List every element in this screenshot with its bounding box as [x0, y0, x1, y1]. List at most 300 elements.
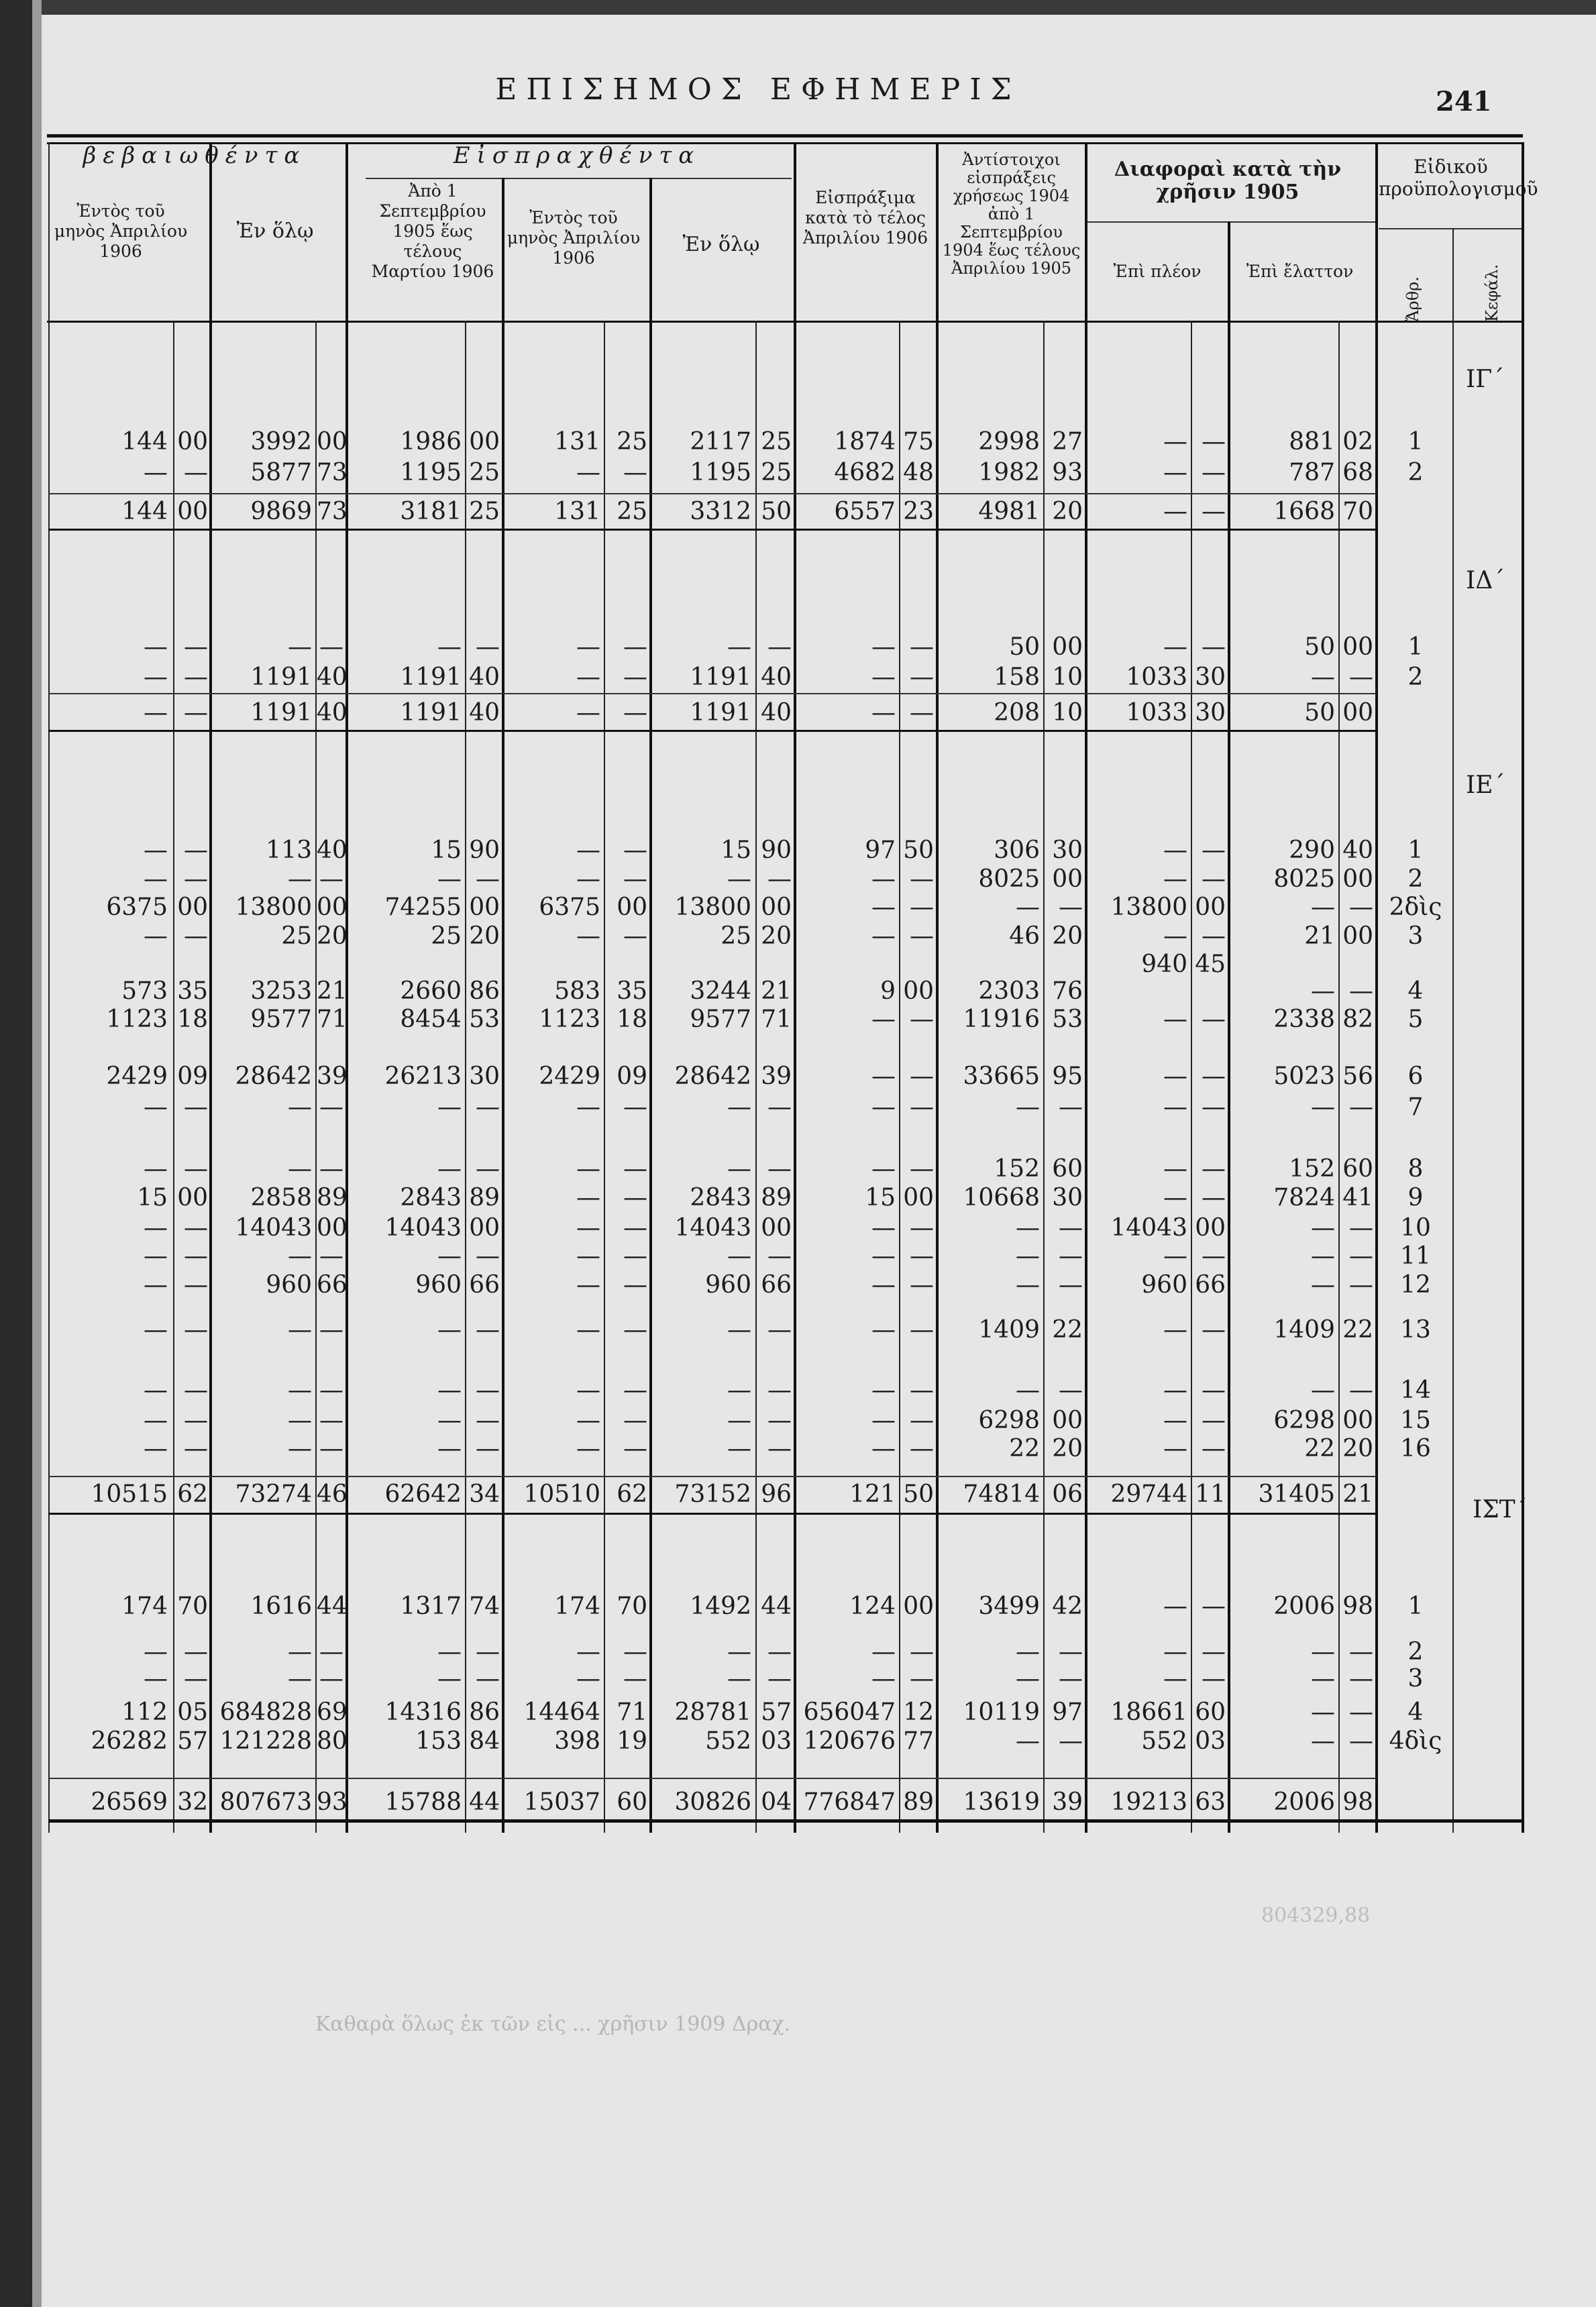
- table-cell: 2429: [539, 1063, 600, 1090]
- table-cell: [1379, 1787, 1452, 1818]
- table-cell: 46: [1009, 922, 1040, 950]
- table-cell: 00: [1342, 865, 1373, 893]
- table-cell: 50: [1304, 633, 1335, 661]
- table-cell: —: [1349, 1093, 1373, 1121]
- subtotal-rule: [48, 493, 1377, 494]
- table-cell: —: [1163, 922, 1187, 950]
- table-cell: 124: [849, 1593, 896, 1620]
- table-cell: —: [319, 1316, 343, 1344]
- table-cell: 89: [761, 1184, 792, 1212]
- table-cell: 6375: [106, 894, 168, 921]
- table-cell: —: [576, 1214, 600, 1242]
- table-cell: 3499: [978, 1593, 1040, 1620]
- table-cell: —: [1016, 1242, 1040, 1270]
- top-rule: [47, 134, 1523, 138]
- table-cell: —: [319, 1377, 343, 1404]
- chapter-label: ΙΓ΄: [1466, 366, 1505, 393]
- table-cell: 19213: [1110, 1788, 1187, 1816]
- table-cell: —: [184, 922, 208, 950]
- table-cell: —: [1202, 1435, 1226, 1462]
- table-cell: 70: [1342, 498, 1373, 525]
- table-cell: 144: [121, 498, 168, 525]
- table-cell: 1982: [978, 459, 1040, 486]
- table-cell: —: [623, 699, 647, 727]
- table-cell: —: [623, 1184, 647, 1212]
- table-cell: 31405: [1258, 1481, 1335, 1508]
- table-cell: —: [1349, 1377, 1373, 1404]
- table-cell: —: [184, 1435, 208, 1462]
- table-cell: —: [871, 865, 896, 893]
- table-cell: —: [144, 1214, 168, 1242]
- table-cell: 09: [617, 1063, 647, 1090]
- table-cell: 15: [865, 1184, 896, 1212]
- table-cell: 1492: [690, 1593, 751, 1620]
- table-cell: 113: [266, 837, 312, 864]
- table-cell: 1033: [1126, 699, 1187, 727]
- table-cell: 18661: [1110, 1699, 1187, 1726]
- header-epi-pleon: Ἐπὶ πλέον: [1113, 262, 1202, 281]
- table-cell: —: [1202, 1407, 1226, 1434]
- table-cell: 2: [1407, 663, 1424, 691]
- table-cell: 30826: [674, 1788, 751, 1816]
- table-cell: —: [437, 1377, 462, 1404]
- table-cell: 45: [1195, 951, 1226, 978]
- table-cell: 62: [617, 1481, 647, 1508]
- table-cell: 1317: [400, 1593, 462, 1620]
- table-cell: 82: [1342, 1006, 1373, 1033]
- table-cell: 1123: [539, 1006, 600, 1033]
- header-kefal: Κεφάλ.: [1483, 264, 1501, 322]
- table-cell: 9577: [690, 1006, 751, 1033]
- table-cell: —: [576, 1093, 600, 1121]
- table-cell: 00: [1342, 699, 1373, 727]
- table-cell: —: [184, 459, 208, 486]
- table-cell: —: [319, 1407, 343, 1434]
- table-cell: —: [476, 633, 500, 661]
- table-cell: 15788: [384, 1788, 462, 1816]
- table-cell: 71: [761, 1006, 792, 1033]
- table-cell: 15037: [523, 1788, 600, 1816]
- table-cell: —: [288, 1435, 312, 1462]
- table-cell: —: [1059, 1638, 1083, 1666]
- table-cell: —: [1059, 1093, 1083, 1121]
- table-cell: —: [767, 1638, 792, 1666]
- table-cell: 66: [469, 1271, 500, 1299]
- table-cell: —: [871, 1242, 896, 1270]
- table-cell: —: [144, 633, 168, 661]
- table-cell: 70: [617, 1593, 647, 1620]
- table-cell: 73274: [235, 1481, 312, 1508]
- table-cell: 2843: [690, 1184, 751, 1212]
- table-cell: —: [319, 1093, 343, 1121]
- table-cell: 21: [761, 977, 792, 1005]
- table-row: [0, 698, 1596, 729]
- table-cell: 8025: [1273, 865, 1335, 893]
- table-cell: —: [476, 1242, 500, 1270]
- table-cell: —: [144, 922, 168, 950]
- table-cell: [1379, 698, 1452, 729]
- table-cell: 16: [1400, 1435, 1431, 1462]
- table-cell: —: [288, 1316, 312, 1344]
- table-cell: 50: [903, 837, 934, 864]
- table-cell: —: [910, 699, 934, 727]
- table-cell: —: [910, 633, 934, 661]
- table-cell: 2: [1407, 865, 1424, 893]
- table-cell: —: [184, 1214, 208, 1242]
- table-cell: 30: [1052, 1184, 1083, 1212]
- table-cell: —: [623, 633, 647, 661]
- table-cell: 1191: [400, 663, 462, 691]
- table-cell: 4δὶς: [1389, 1727, 1442, 1755]
- table-row: [0, 662, 1596, 693]
- table-cell: —: [576, 865, 600, 893]
- section-rule: [48, 730, 1377, 732]
- table-row: [0, 892, 1596, 923]
- table-row: [0, 1315, 1596, 1346]
- table-cell: 1195: [690, 459, 751, 486]
- table-cell: 62642: [384, 1481, 462, 1508]
- table-cell: —: [1016, 1727, 1040, 1755]
- table-cell: —: [767, 1435, 792, 1462]
- table-cell: 1191: [400, 699, 462, 727]
- table-cell: 2660: [400, 977, 462, 1005]
- table-cell: 3992: [250, 428, 312, 455]
- table-row: [0, 632, 1596, 663]
- table-cell: 06: [1052, 1481, 1083, 1508]
- table-cell: —: [1163, 498, 1187, 525]
- table-cell: 6298: [1273, 1407, 1335, 1434]
- table-cell: —: [1202, 1093, 1226, 1121]
- table-cell: —: [727, 1242, 751, 1270]
- table-cell: 4981: [978, 498, 1040, 525]
- table-cell: 00: [1342, 633, 1373, 661]
- table-cell: —: [1016, 1638, 1040, 1666]
- table-cell: 50: [1304, 699, 1335, 727]
- table-cell: —: [1202, 498, 1226, 525]
- table-cell: 95: [1052, 1063, 1083, 1090]
- table-cell: —: [727, 633, 751, 661]
- table-cell: 71: [617, 1699, 647, 1726]
- table-cell: —: [1202, 1377, 1226, 1404]
- table-cell: 25: [281, 922, 312, 950]
- table-cell: 00: [317, 894, 348, 921]
- table-cell: 14043: [1110, 1214, 1187, 1242]
- table-cell: 60: [1342, 1155, 1373, 1183]
- table-cell: 00: [317, 428, 348, 455]
- table-cell: 03: [761, 1727, 792, 1755]
- table-cell: —: [437, 1407, 462, 1434]
- table-row: [0, 1664, 1596, 1695]
- table-row: [0, 1241, 1596, 1272]
- table-cell: 60: [1195, 1699, 1226, 1726]
- table-cell: —: [871, 699, 896, 727]
- table-cell: 00: [1052, 1407, 1083, 1434]
- table-cell: 10668: [963, 1184, 1040, 1212]
- table-cell: —: [910, 1407, 934, 1434]
- table-cell: 552: [1141, 1727, 1187, 1755]
- subtotal-rule: [48, 1476, 1377, 1477]
- table-row: [0, 1787, 1596, 1818]
- table-cell: 787: [1289, 459, 1335, 486]
- table-cell: —: [184, 1155, 208, 1183]
- table-cell: —: [288, 1638, 312, 1666]
- table-cell: 86: [469, 977, 500, 1005]
- table-cell: —: [476, 1435, 500, 1462]
- table-cell: —: [1311, 977, 1335, 1005]
- table-cell: 53: [469, 1006, 500, 1033]
- header-subrule-diafora: [1087, 221, 1375, 223]
- section-rule: [48, 529, 1377, 531]
- table-cell: —: [1311, 1699, 1335, 1726]
- table-cell: —: [1163, 1593, 1187, 1620]
- table-cell: —: [767, 1665, 792, 1693]
- table-cell: 3312: [690, 498, 751, 525]
- table-cell: —: [1202, 1063, 1226, 1090]
- table-cell: —: [1311, 1665, 1335, 1693]
- table-cell: —: [871, 663, 896, 691]
- table-cell: —: [576, 459, 600, 486]
- table-cell: —: [576, 922, 600, 950]
- table-cell: 66: [317, 1271, 348, 1299]
- page-number: 241: [1436, 86, 1492, 117]
- table-cell: —: [476, 1638, 500, 1666]
- table-cell: —: [1349, 1242, 1373, 1270]
- table-cell: 9: [1407, 1184, 1424, 1212]
- table-cell: —: [871, 1638, 896, 1666]
- table-cell: 40: [317, 699, 348, 727]
- table-cell: 14043: [384, 1214, 462, 1242]
- table-cell: —: [1163, 1063, 1187, 1090]
- table-cell: 42: [1052, 1593, 1083, 1620]
- table-cell: —: [437, 1155, 462, 1183]
- table-cell: —: [871, 1271, 896, 1299]
- table-cell: 73152: [674, 1481, 751, 1508]
- table-cell: —: [623, 922, 647, 950]
- table-cell: —: [1349, 977, 1373, 1005]
- table-cell: 2006: [1273, 1788, 1335, 1816]
- table-cell: 25: [617, 428, 647, 455]
- table-cell: 40: [469, 663, 500, 691]
- table-cell: —: [1311, 1214, 1335, 1242]
- table-cell: —: [1202, 1006, 1226, 1033]
- table-cell: —: [1311, 1242, 1335, 1270]
- table-cell: —: [288, 1665, 312, 1693]
- table-cell: 03: [1195, 1727, 1226, 1755]
- table-cell: 66: [761, 1271, 792, 1299]
- table-cell: 2858: [250, 1184, 312, 1212]
- chapter-label: ΙΔ΄: [1466, 567, 1505, 594]
- table-cell: 35: [617, 977, 647, 1005]
- table-cell: —: [1202, 1638, 1226, 1666]
- table-cell: 00: [177, 1184, 208, 1212]
- table-cell: —: [184, 1407, 208, 1434]
- table-cell: —: [1202, 1242, 1226, 1270]
- table-cell: —: [1016, 1271, 1040, 1299]
- header-eispraxthenta: Εἰσπραχθέντα: [453, 142, 701, 169]
- table-cell: 89: [903, 1788, 934, 1816]
- table-cell: 1191: [690, 699, 751, 727]
- table-row: [0, 1213, 1596, 1244]
- table-cell: 00: [177, 894, 208, 921]
- table-cell: [1192, 976, 1226, 1007]
- table-cell: —: [576, 1407, 600, 1434]
- table-cell: 00: [617, 894, 647, 921]
- header-subrule-eidikou: [1379, 228, 1523, 229]
- table-cell: —: [1202, 633, 1226, 661]
- table-cell: —: [623, 1435, 647, 1462]
- table-cell: 40: [317, 663, 348, 691]
- table-cell: 40: [761, 699, 792, 727]
- table-cell: 10: [1052, 699, 1083, 727]
- table-cell: 14043: [674, 1214, 751, 1242]
- table-cell: —: [288, 1407, 312, 1434]
- table-cell: 00: [903, 1184, 934, 1212]
- table-row: [0, 921, 1596, 952]
- table-cell: —: [871, 1155, 896, 1183]
- table-cell: 881: [1289, 428, 1335, 455]
- table-cell: 552: [705, 1727, 751, 1755]
- table-cell: —: [910, 894, 934, 921]
- table-cell: —: [144, 1155, 168, 1183]
- table-cell: 9: [880, 977, 896, 1005]
- table-cell: 14043: [235, 1214, 312, 1242]
- table-cell: 00: [469, 428, 500, 455]
- table-cell: 158: [994, 663, 1040, 691]
- table-cell: —: [727, 1435, 751, 1462]
- table-cell: 776847: [803, 1788, 896, 1816]
- table-cell: —: [184, 1377, 208, 1404]
- table-cell: 8454: [400, 1006, 462, 1033]
- table-cell: 26213: [384, 1063, 462, 1090]
- journal-title: ΕΠΙΣΗΜΟΣ ΕΦΗΜΕΡΙΣ: [495, 72, 1021, 107]
- table-cell: 20: [1052, 498, 1083, 525]
- table-cell: —: [437, 1638, 462, 1666]
- header-en-olo-bebaiothenta: Ἐν ὅλῳ: [236, 219, 314, 243]
- table-cell: 00: [1342, 922, 1373, 950]
- table-cell: 00: [469, 894, 500, 921]
- table-cell: —: [1163, 1184, 1187, 1212]
- table-cell: —: [476, 1093, 500, 1121]
- table-cell: 960: [415, 1271, 462, 1299]
- table-cell: 30: [1195, 663, 1226, 691]
- table-cell: 153: [415, 1727, 462, 1755]
- table-cell: 583: [554, 977, 600, 1005]
- table-cell: —: [727, 1638, 751, 1666]
- table-cell: 2δὶς: [1389, 894, 1442, 921]
- table-cell: 1191: [250, 699, 312, 727]
- table-cell: 26282: [91, 1727, 168, 1755]
- table-cell: 40: [317, 837, 348, 864]
- table-cell: 33665: [963, 1063, 1040, 1090]
- table-cell: —: [184, 699, 208, 727]
- chapter-label: ΙΕ΄: [1466, 771, 1505, 799]
- table-cell: —: [576, 1271, 600, 1299]
- table-cell: 90: [469, 837, 500, 864]
- table-cell: —: [437, 1242, 462, 1270]
- table-cell: 77: [903, 1727, 934, 1755]
- table-cell: 44: [761, 1593, 792, 1620]
- header-entos-eispraxthenta: Ἐντὸς τοῦ μηνὸς Ἀπριλίου 1906: [507, 208, 641, 268]
- table-cell: 807673: [219, 1788, 312, 1816]
- table-cell: —: [871, 1435, 896, 1462]
- table-cell: 20: [317, 922, 348, 950]
- bleed-through-text: Καθαρὰ ὅλως ἐκ τῶν εἰς ... χρῆσιν 1909 Δραχ.: [315, 2013, 791, 2036]
- table-cell: 97: [865, 837, 896, 864]
- table-cell: —: [288, 1093, 312, 1121]
- table-cell: 3181: [400, 498, 462, 525]
- table-cell: —: [1311, 663, 1335, 691]
- table-cell: 19: [617, 1727, 647, 1755]
- table-cell: 10119: [963, 1699, 1040, 1726]
- table-cell: —: [144, 1638, 168, 1666]
- table-cell: 04: [761, 1788, 792, 1816]
- table-cell: 4: [1407, 1699, 1424, 1726]
- chapter-label: ΙΣΤ΄: [1473, 1496, 1528, 1523]
- table-cell: —: [1163, 428, 1187, 455]
- table-cell: 1191: [250, 663, 312, 691]
- table-cell: —: [1349, 1727, 1373, 1755]
- table-cell: —: [476, 865, 500, 893]
- table-cell: 00: [177, 498, 208, 525]
- table-cell: —: [1202, 428, 1226, 455]
- table-bottom-rule: [48, 1819, 1524, 1823]
- table-cell: 39: [317, 1063, 348, 1090]
- table-cell: 174: [121, 1593, 168, 1620]
- table-row: [0, 496, 1596, 527]
- header-eidikou: Εἰδικοῦ προϋπολογισμοῦ: [1379, 156, 1538, 200]
- table-cell: 25: [761, 459, 792, 486]
- table-cell: 573: [121, 977, 168, 1005]
- table-cell: 30: [1052, 837, 1083, 864]
- table-cell: —: [476, 1407, 500, 1434]
- table-cell: 112: [121, 1699, 168, 1726]
- table-cell: —: [1202, 837, 1226, 864]
- table-cell: 40: [1342, 837, 1373, 864]
- table-cell: —: [1311, 1638, 1335, 1666]
- table-cell: —: [767, 865, 792, 893]
- table-cell: —: [319, 1242, 343, 1270]
- table-cell: —: [144, 1271, 168, 1299]
- table-cell: —: [1202, 1665, 1226, 1693]
- table-cell: —: [1163, 459, 1187, 486]
- table-cell: —: [623, 1377, 647, 1404]
- table-row: [0, 1405, 1596, 1436]
- table-cell: 20: [761, 922, 792, 950]
- table-cell: 23: [903, 498, 934, 525]
- table-cell: 89: [469, 1184, 500, 1212]
- subtotal-rule: [48, 693, 1377, 694]
- table-cell: 00: [761, 1214, 792, 1242]
- table-cell: 39: [761, 1063, 792, 1090]
- table-cell: 30: [1195, 699, 1226, 727]
- table-cell: 13800: [674, 894, 751, 921]
- table-cell: —: [184, 837, 208, 864]
- table-cell: 14464: [523, 1699, 600, 1726]
- table-cell: —: [144, 1316, 168, 1344]
- table-cell: —: [871, 1377, 896, 1404]
- table-cell: —: [910, 663, 934, 691]
- table-cell: —: [871, 1665, 896, 1693]
- table-cell: 13800: [1110, 894, 1187, 921]
- table-cell: —: [871, 922, 896, 950]
- table-cell: 18: [177, 1006, 208, 1033]
- table-cell: 02: [1342, 428, 1373, 455]
- table-cell: 00: [469, 1214, 500, 1242]
- table-cell: —: [184, 1316, 208, 1344]
- table-row: [0, 1479, 1596, 1510]
- table-cell: 1668: [1273, 498, 1335, 525]
- table-cell: —: [910, 1377, 934, 1404]
